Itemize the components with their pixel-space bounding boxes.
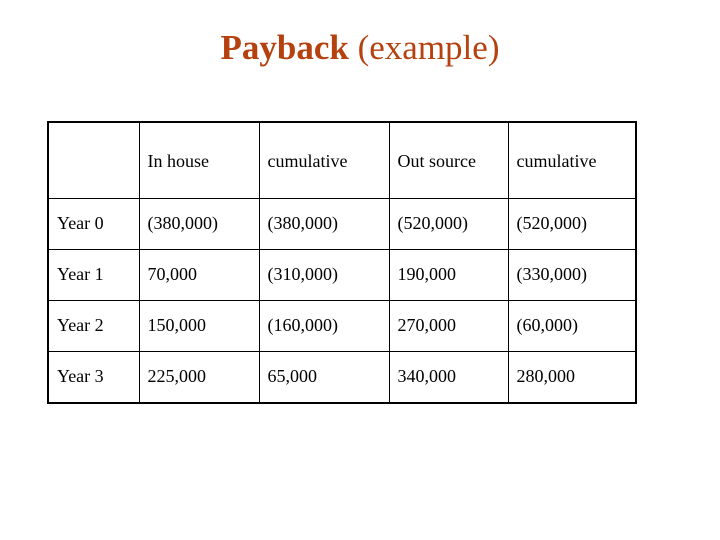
slide-title-main: Payback <box>220 28 349 67</box>
table-row <box>48 351 636 403</box>
table-cell: 65,000 <box>259 351 389 403</box>
header-cell-in-house-cumulative: cumulative <box>259 122 389 198</box>
payback-table <box>47 121 637 404</box>
table-cell: 340,000 <box>389 351 508 403</box>
slide-title <box>0 26 720 70</box>
table-cell: (520,000) <box>389 198 508 249</box>
table-cell: (160,000) <box>259 300 389 351</box>
row-label: Year 3 <box>48 351 139 403</box>
row-label: Year 0 <box>48 198 139 249</box>
row-label: Year 2 <box>48 300 139 351</box>
table-row <box>48 249 636 300</box>
slide-title-suffix: (example) <box>348 28 500 67</box>
header-cell-in-house: In house <box>139 122 259 198</box>
table-cell: (520,000) <box>508 198 636 249</box>
table-cell: 70,000 <box>139 249 259 300</box>
table-header-row <box>48 122 636 198</box>
header-cell-corner <box>48 122 139 198</box>
table-cell: 280,000 <box>508 351 636 403</box>
row-label: Year 1 <box>48 249 139 300</box>
table-row <box>48 300 636 351</box>
table-cell: 190,000 <box>389 249 508 300</box>
table-row <box>48 198 636 249</box>
table-cell: 270,000 <box>389 300 508 351</box>
table-cell: (310,000) <box>259 249 389 300</box>
header-cell-out-source-cumulative: cumulative <box>508 122 636 198</box>
header-cell-out-source: Out source <box>389 122 508 198</box>
table-cell: (380,000) <box>259 198 389 249</box>
table-cell: 150,000 <box>139 300 259 351</box>
table-cell: 225,000 <box>139 351 259 403</box>
table-cell: (380,000) <box>139 198 259 249</box>
table-cell: (60,000) <box>508 300 636 351</box>
table-cell: (330,000) <box>508 249 636 300</box>
